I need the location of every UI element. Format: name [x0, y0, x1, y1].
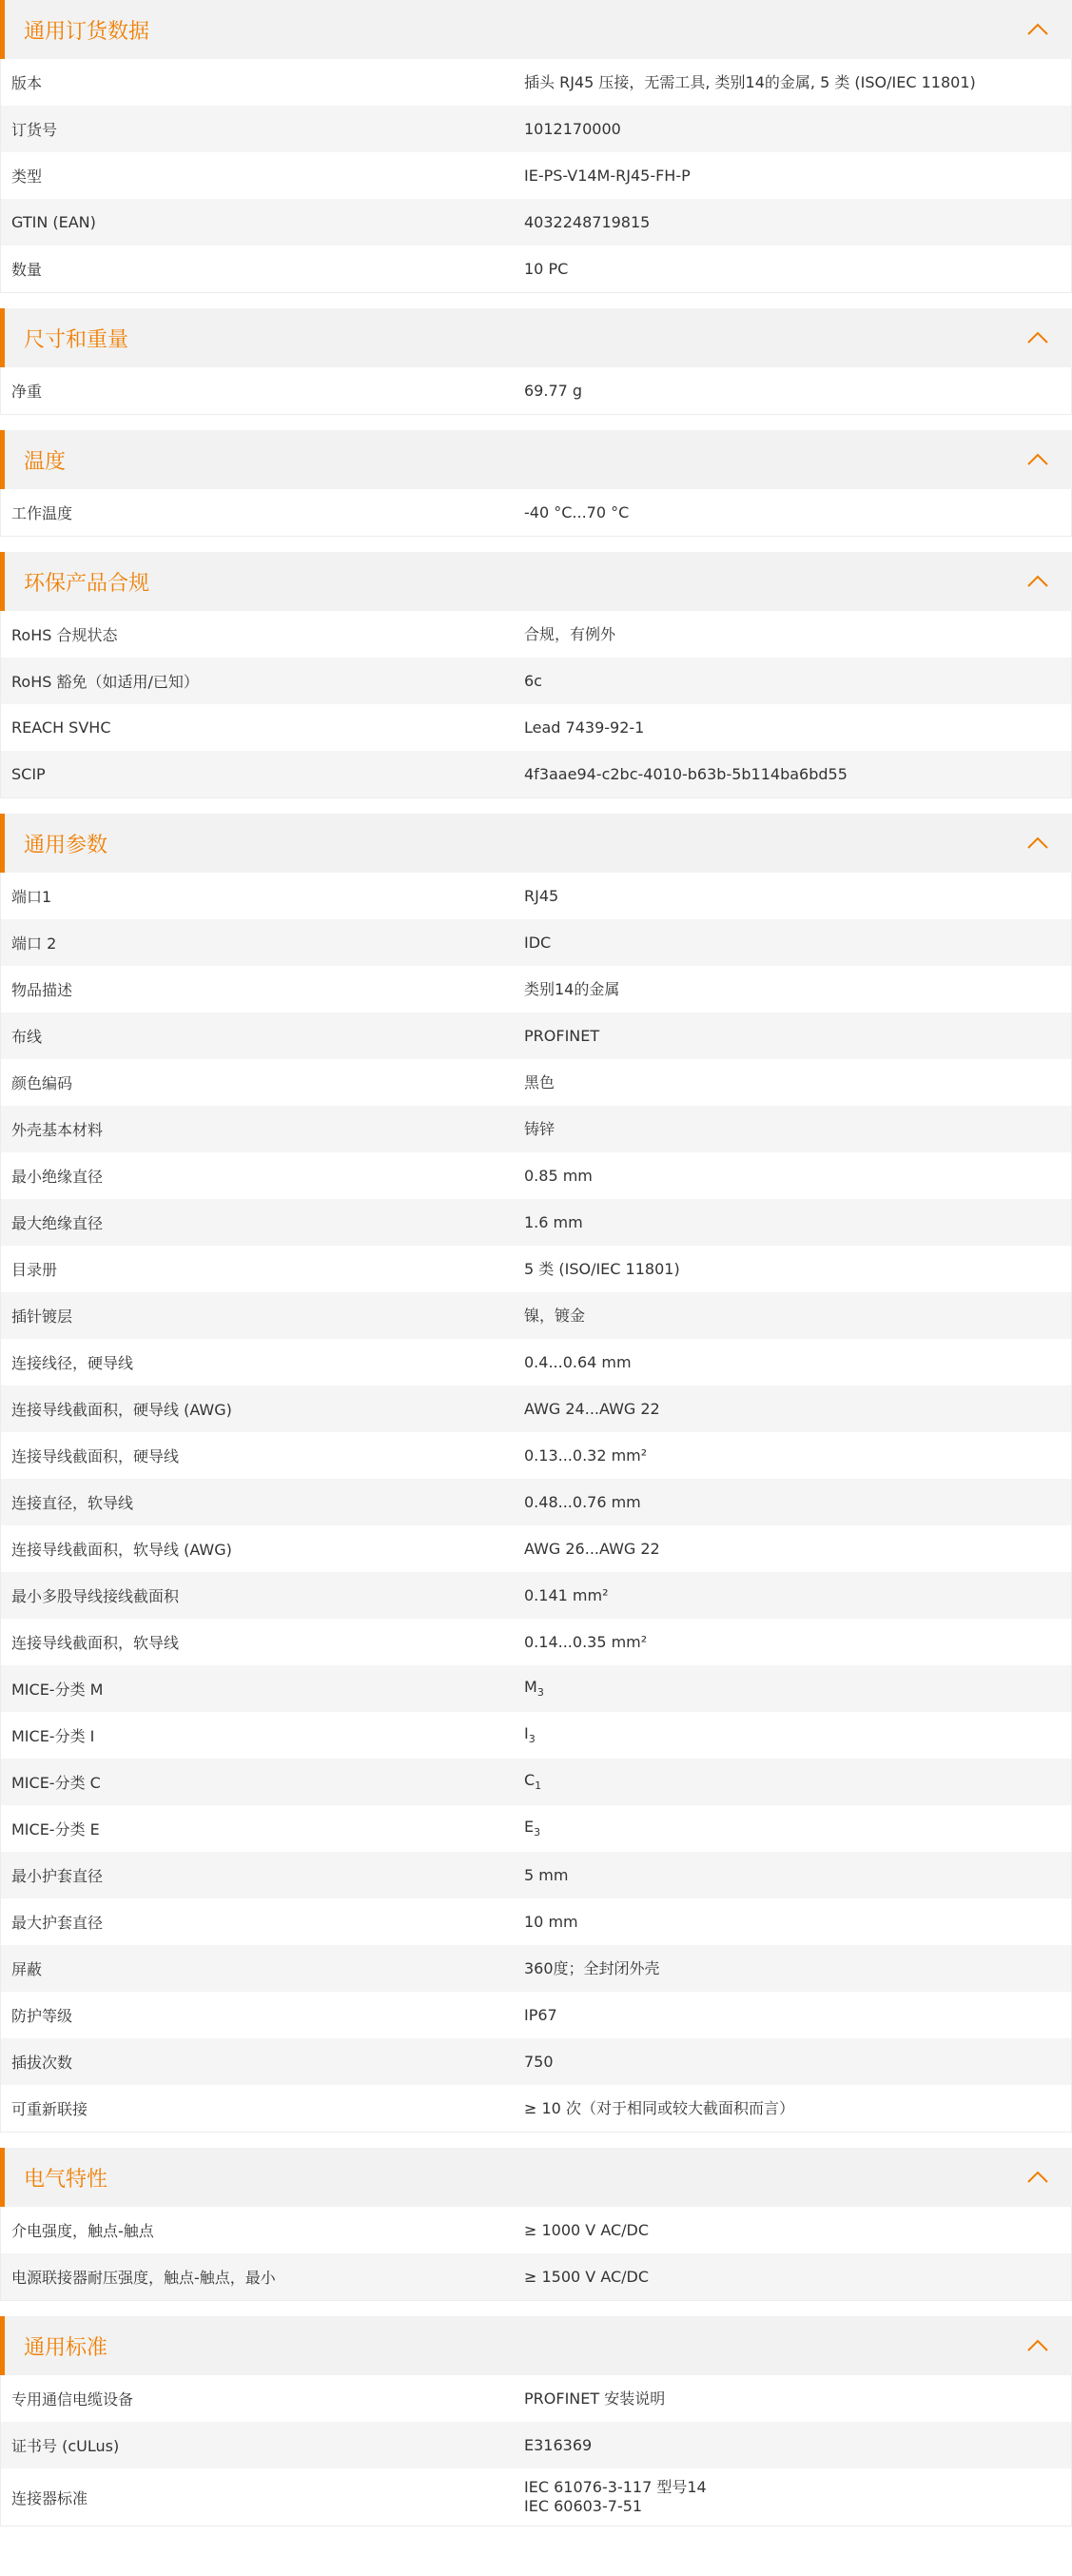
spec-row [1, 2038, 1071, 2085]
spec-value-text: ≥ 1500 V AC/DC [524, 2267, 650, 2286]
spec-label: 版本 [11, 74, 43, 92]
spec-value [524, 2221, 1071, 2240]
spec-label: GTIN (EAN) [11, 213, 96, 231]
spec-value [524, 1633, 1071, 1652]
spec-section [0, 308, 1072, 415]
spec-value-text: ≥ 1000 V AC/DC [524, 2220, 650, 2239]
spec-section [0, 2148, 1072, 2301]
spec-label: 外壳基本材料 [11, 1121, 104, 1139]
spec-value [524, 1027, 1071, 1046]
spec-value-text: 0.141 mm² [524, 1585, 609, 1604]
spec-value [524, 1913, 1071, 1932]
spec-value-text: 0.85 mm [524, 1166, 593, 1185]
spec-value [524, 765, 1071, 784]
spec-row [1, 704, 1071, 751]
spec-value [524, 1771, 1071, 1793]
spec-label: RoHS 合规状态 [11, 626, 118, 644]
spec-value [524, 260, 1071, 279]
spec-value-text: 1012170000 [524, 119, 621, 138]
chevron-up-icon[interactable] [1026, 2171, 1049, 2184]
spec-value [524, 1724, 1071, 1746]
spec-row [1, 1152, 1071, 1199]
section-title: 通用标准 [24, 2335, 108, 2360]
spec-value [524, 73, 1071, 92]
spec-table [0, 2375, 1072, 2527]
spec-label: 插针镀层 [11, 1308, 73, 1326]
spec-row [1, 1898, 1071, 1945]
spec-label: 最小绝缘直径 [11, 1168, 104, 1186]
spec-value-text: 铸锌 [524, 1119, 555, 1138]
spec-value-text: -40 °C...70 °C [524, 502, 630, 521]
spec-row [1, 246, 1071, 292]
spec-value-text: IE-PS-V14M-RJ45-FH-P [524, 166, 691, 185]
spec-label: 最小多股导线接线截面积 [11, 1587, 180, 1605]
chevron-up-icon[interactable] [1026, 575, 1049, 588]
spec-row [1, 966, 1071, 1013]
spec-section [0, 552, 1072, 798]
spec-label: 最小护套直径 [11, 1867, 104, 1885]
spec-row [1, 873, 1071, 919]
spec-value-text: 69.77 g [524, 381, 583, 400]
spec-table [0, 873, 1072, 2133]
chevron-up-icon[interactable] [1026, 836, 1049, 850]
spec-row [1, 1386, 1071, 1432]
spec-row [1, 1106, 1071, 1152]
spec-value-text: I [524, 1724, 529, 1743]
spec-row [1, 2207, 1071, 2253]
spec-value [524, 1446, 1071, 1465]
spec-value-text: 750 [524, 2052, 554, 2071]
spec-label: 订货号 [11, 121, 58, 139]
spec-table [0, 611, 1072, 798]
spec-row [1, 367, 1071, 414]
spec-value-text: 0.14...0.35 mm² [524, 1632, 648, 1651]
section-header[interactable] [0, 0, 1072, 59]
spec-label: RoHS 豁免（如适用/已知） [11, 673, 199, 691]
spec-value [524, 2099, 1071, 2118]
spec-value-text: AWG 24...AWG 22 [524, 1399, 660, 1418]
spec-label: MICE-分类 E [11, 1820, 100, 1839]
section-header[interactable] [0, 308, 1072, 367]
section-header[interactable] [0, 2148, 1072, 2207]
spec-value [524, 1120, 1071, 1139]
spec-row [1, 1059, 1071, 1106]
spec-value [524, 887, 1071, 906]
spec-label: MICE-分类 M [11, 1681, 104, 1699]
section-title: 温度 [24, 449, 67, 474]
spec-value [524, 2436, 1071, 2455]
spec-value-text: M [524, 1678, 537, 1697]
spec-label: 证书号 (cULus) [11, 2437, 120, 2455]
spec-row [1, 1525, 1071, 1572]
spec-label: 布线 [11, 1028, 43, 1046]
spec-label: 类型 [11, 167, 43, 186]
spec-value-text: 合规，有例外 [524, 624, 616, 643]
spec-section [0, 2316, 1072, 2527]
spec-value-text: ≥ 10 次（对于相同或较大截面积而言） [524, 2098, 794, 2117]
spec-section [0, 430, 1072, 537]
spec-row [1, 1852, 1071, 1898]
spec-value [524, 934, 1071, 953]
spec-label: 电源联接器耐压强度，触点-触点，最小 [11, 2269, 276, 2287]
spec-value [524, 625, 1071, 644]
spec-table [0, 367, 1072, 415]
spec-label: 物品描述 [11, 981, 73, 999]
spec-value-text: 10 PC [524, 259, 569, 278]
spec-label: 端口 2 [11, 934, 57, 953]
spec-label: 连接导线截面积，软导线 [11, 1634, 180, 1652]
spec-row [1, 1292, 1071, 1339]
spec-label: MICE-分类 I [11, 1727, 95, 1745]
spec-value-text: RJ45 [524, 886, 559, 905]
spec-value-subscript: 1 [535, 1780, 542, 1793]
spec-value-text: C [524, 1771, 536, 1790]
spec-label: 工作温度 [11, 504, 73, 522]
spec-value-text: 插头 RJ45 压接，无需工具, 类别14的金属, 5 类 (ISO/IEC 11801) [524, 72, 976, 91]
spec-label: 最大护套直径 [11, 1914, 104, 1932]
spec-label: 净重 [11, 383, 43, 401]
section-header[interactable] [0, 552, 1072, 611]
spec-label: 连接导线截面积，硬导线 [11, 1447, 180, 1465]
spec-value [524, 503, 1071, 522]
spec-label: 连接直径，软导线 [11, 1494, 134, 1512]
spec-value-text: IEC 61076-3-117 型号14 IEC 60603-7-51 [524, 2478, 707, 2515]
spec-value [524, 1260, 1071, 1279]
spec-value-text: 4f3aae94-c2bc-4010-b63b-5b114ba6bd55 [524, 764, 848, 783]
spec-value [524, 1400, 1071, 1419]
spec-row [1, 2422, 1071, 2468]
spec-table [0, 59, 1072, 293]
section-title: 通用订货数据 [24, 19, 150, 44]
spec-value [524, 2268, 1071, 2287]
spec-value [524, 1586, 1071, 1605]
spec-value-subscript: 3 [534, 1826, 541, 1839]
spec-row [1, 2375, 1071, 2422]
spec-row [1, 489, 1071, 536]
section-title: 通用参数 [24, 833, 108, 857]
section-header[interactable] [0, 2316, 1072, 2375]
spec-value-text: 4032248719815 [524, 212, 651, 231]
spec-value-text: 1.6 mm [524, 1212, 583, 1231]
chevron-up-icon[interactable] [1026, 2339, 1049, 2352]
spec-section [0, 0, 1072, 293]
spec-value [524, 1167, 1071, 1186]
spec-label: 连接线径，硬导线 [11, 1354, 134, 1372]
spec-row [1, 1246, 1071, 1292]
section-title: 电气特性 [24, 2167, 108, 2192]
spec-value-text: E316369 [524, 2435, 593, 2454]
spec-label: 介电强度，触点-触点 [11, 2222, 154, 2240]
spec-label: 可重新联接 [11, 2100, 88, 2118]
spec-row [1, 1432, 1071, 1479]
spec-value [524, 1540, 1071, 1559]
spec-row [1, 106, 1071, 152]
spec-row [1, 1199, 1071, 1246]
spec-value-text: IP67 [524, 2005, 557, 2024]
spec-row [1, 1479, 1071, 1525]
spec-value [524, 1678, 1071, 1700]
spec-value-text: Lead 7439-92-1 [524, 718, 645, 737]
spec-label: 连接导线截面积，硬导线 (AWG) [11, 1401, 232, 1419]
spec-row [1, 611, 1071, 658]
section-header[interactable] [0, 430, 1072, 489]
spec-label: 最大绝缘直径 [11, 1214, 104, 1232]
spec-label: 目录册 [11, 1261, 58, 1279]
spec-table [0, 2207, 1072, 2301]
spec-row [1, 1992, 1071, 2038]
spec-value [524, 718, 1071, 737]
spec-value-text: 黑色 [524, 1072, 555, 1091]
spec-label: REACH SVHC [11, 718, 111, 737]
spec-value [524, 980, 1071, 999]
spec-row [1, 1665, 1071, 1712]
spec-value-text: PROFINET [524, 1026, 600, 1045]
spec-value-text: E [524, 1818, 535, 1837]
spec-row [1, 2253, 1071, 2300]
section-header[interactable] [0, 814, 1072, 873]
spec-value-text: 0.4...0.64 mm [524, 1352, 632, 1371]
chevron-up-icon[interactable] [1026, 23, 1049, 36]
spec-value [524, 1353, 1071, 1372]
spec-label: 连接器标准 [11, 2488, 88, 2507]
spec-row [1, 2085, 1071, 2132]
spec-row [1, 59, 1071, 106]
spec-value-text: IDC [524, 933, 552, 952]
spec-value-text: 6c [524, 671, 542, 690]
spec-value [524, 672, 1071, 691]
chevron-up-icon[interactable] [1026, 453, 1049, 466]
spec-row [1, 152, 1071, 199]
spec-value [524, 1818, 1071, 1839]
spec-value-subscript: 3 [536, 1686, 544, 1700]
spec-row [1, 1619, 1071, 1665]
spec-label: 颜色编码 [11, 1074, 73, 1092]
spec-row [1, 919, 1071, 966]
spec-value [524, 1307, 1071, 1326]
spec-label: 数量 [11, 261, 43, 279]
spec-value [524, 213, 1071, 232]
spec-value [524, 2389, 1071, 2409]
spec-row [1, 751, 1071, 797]
spec-value [524, 1959, 1071, 1978]
spec-table [0, 489, 1072, 537]
spec-row [1, 1339, 1071, 1386]
spec-row [1, 1805, 1071, 1852]
spec-value-text: PROFINET 安装说明 [524, 2389, 666, 2408]
spec-value-text: 5 mm [524, 1865, 569, 1884]
spec-row [1, 658, 1071, 704]
spec-label: SCIP [11, 765, 46, 783]
spec-label: MICE-分类 C [11, 1774, 101, 1792]
spec-label: 防护等级 [11, 2007, 73, 2025]
spec-value-subscript: 3 [528, 1733, 536, 1746]
spec-label: 端口1 [11, 888, 52, 906]
spec-value [524, 2006, 1071, 2025]
spec-row [1, 1712, 1071, 1759]
spec-label: 专用通信电缆设备 [11, 2390, 134, 2409]
spec-value-text: 360度；全封闭外壳 [524, 1958, 660, 1977]
spec-section [0, 814, 1072, 2133]
spec-row [1, 1945, 1071, 1992]
spec-row [1, 1572, 1071, 1619]
chevron-up-icon[interactable] [1026, 331, 1049, 344]
spec-value-text: 10 mm [524, 1912, 578, 1931]
spec-value [524, 1493, 1071, 1512]
spec-value-text: 镍，镀金 [524, 1306, 586, 1325]
spec-value-text: AWG 26...AWG 22 [524, 1539, 660, 1558]
spec-value-text: 类别14的金属 [524, 979, 620, 998]
spec-row [1, 199, 1071, 246]
section-title: 环保产品合规 [24, 571, 150, 596]
spec-value-text: 0.13...0.32 mm² [524, 1445, 648, 1465]
spec-value [524, 120, 1071, 139]
spec-label: 插拔次数 [11, 2054, 73, 2072]
spec-row [1, 1013, 1071, 1059]
spec-value-text: 0.48...0.76 mm [524, 1492, 641, 1511]
spec-value [524, 1866, 1071, 1885]
spec-value [524, 1213, 1071, 1232]
spec-row [1, 2468, 1071, 2526]
spec-label: 连接导线截面积，软导线 (AWG) [11, 1541, 232, 1559]
spec-value [524, 2478, 1071, 2516]
spec-label: 屏蔽 [11, 1960, 43, 1978]
spec-value [524, 1073, 1071, 1092]
spec-value-text: 5 类 (ISO/IEC 11801) [524, 1259, 680, 1278]
section-title: 尺寸和重量 [24, 327, 129, 352]
spec-value [524, 167, 1071, 186]
spec-row [1, 1759, 1071, 1805]
spec-value [524, 2053, 1071, 2072]
spec-value [524, 382, 1071, 401]
